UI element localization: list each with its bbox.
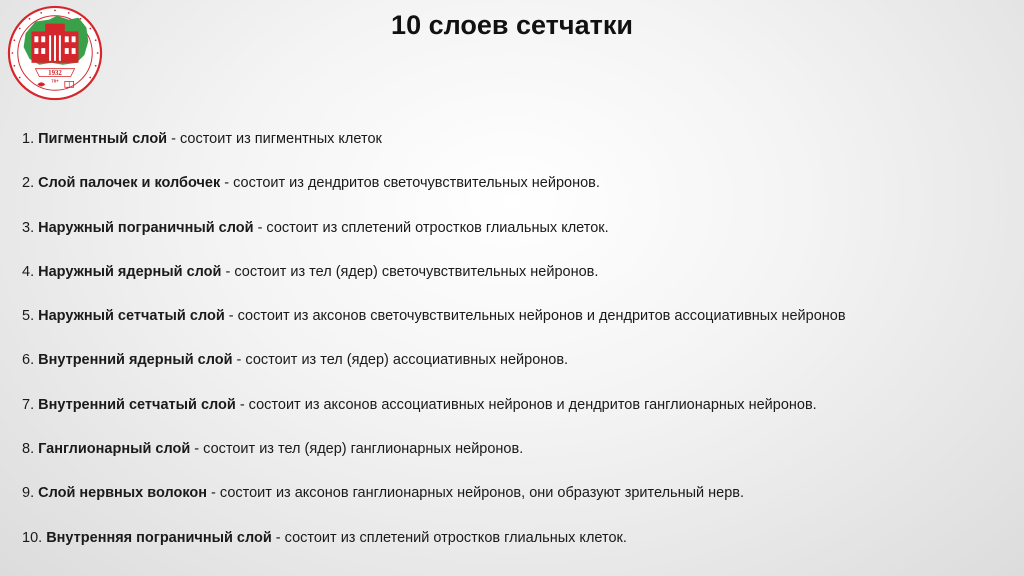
list-item — [22, 124, 1012, 168]
layer-name: Наружный сетчатый слой — [38, 308, 225, 325]
layer-description: - состоит из сплетений отростков глиальных клеток. — [253, 219, 609, 236]
layer-name: Наружный ядерный слой — [38, 263, 222, 280]
layer-name: Пигментный слой — [38, 131, 168, 147]
item-number: 9. — [22, 485, 35, 502]
item-number: 8. — [22, 441, 35, 458]
layer-description: - состоит из тел (ядер) ганглионарных нейронов. — [190, 441, 524, 458]
layer-name: Слой палочек и колбочек — [38, 175, 221, 192]
list-item — [22, 213, 1012, 257]
list-item — [22, 257, 1012, 301]
layer-description: - состоит из тел (ядер) светочувствительных нейронов. — [221, 263, 599, 280]
item-number: 10. — [22, 529, 43, 546]
layer-name: Наружный пограничный слой — [38, 219, 254, 236]
item-number: 1. — [22, 131, 35, 147]
layer-description: - состоит из аксонов ганглионарных нейронов, они образуют зрительный нерв. — [207, 485, 745, 502]
item-number: 7. — [22, 396, 35, 413]
list-item — [22, 390, 1012, 434]
layer-name: Ганглионарный слой — [38, 441, 191, 458]
logo-subyear: 70+ — [51, 78, 59, 84]
slide-title: 10 слоев сетчатки — [391, 10, 633, 40]
item-number: 5. — [22, 308, 35, 325]
list-item — [22, 523, 1012, 567]
list-item — [22, 345, 1012, 389]
list-item — [22, 434, 1012, 478]
layer-name: Слой нервных волокон — [38, 485, 208, 502]
layer-description: - состоит из аксонов ассоциативных нейронов и дендритов ганглионарных нейронов. — [235, 396, 817, 413]
item-number: 2. — [22, 175, 35, 192]
item-number: 3. — [22, 219, 35, 236]
layer-description: - состоит из сплетений отростков глиальных клеток. — [271, 529, 627, 546]
layer-name: Внутренний ядерный слой — [38, 352, 233, 369]
list-item — [22, 168, 1012, 212]
layer-name: Внутренний сетчатый слой — [38, 396, 236, 413]
layer-description: - состоит из дендритов светочувствительных нейронов. — [220, 175, 600, 192]
layer-description: - состоит из аксонов светочувствительных нейронов и дендритов ассоциативных нейронов — [224, 308, 846, 325]
layer-description: - состоит из тел (ядер) ассоциативных нейронов. — [232, 352, 569, 369]
list-item — [22, 478, 1012, 522]
layer-description: - состоит из пигментных клеток — [167, 131, 382, 147]
layer-name: Внутренняя пограничный слой — [46, 529, 272, 546]
list-item — [22, 301, 1012, 345]
logo-year: 1932 — [48, 70, 62, 78]
layers-list — [22, 124, 1012, 567]
item-number: 6. — [22, 352, 35, 369]
item-number: 4. — [22, 263, 35, 280]
